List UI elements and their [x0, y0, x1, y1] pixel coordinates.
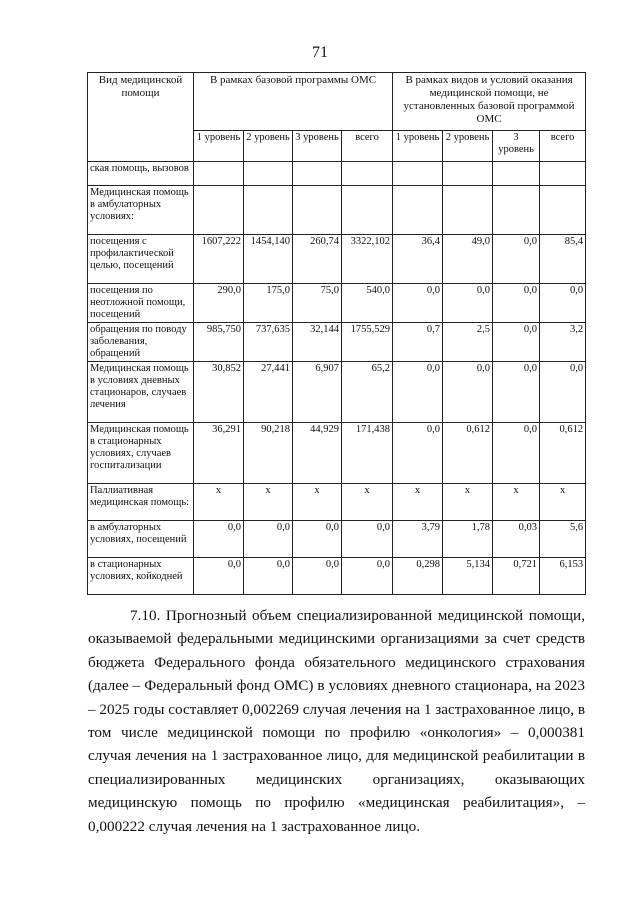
level-header: всего: [540, 131, 586, 162]
level-header: 1 уровень: [194, 131, 244, 162]
table-cell: [443, 162, 493, 186]
table-cell: 0,0: [293, 558, 342, 595]
table-cell: 540,0: [342, 284, 393, 323]
level-header: 3 уровень: [293, 131, 342, 162]
table-cell: 0,0: [342, 558, 393, 595]
table-cell: 2,5: [443, 323, 493, 362]
table-cell: 0,0: [493, 423, 540, 484]
table-cell: 0,298: [393, 558, 443, 595]
table-cell: 27,441: [244, 362, 293, 423]
table-cell: x: [493, 484, 540, 521]
table-row: [88, 162, 586, 186]
table-cell: x: [393, 484, 443, 521]
table-cell: 0,0: [493, 284, 540, 323]
table-cell: x: [244, 484, 293, 521]
table-cell: x: [540, 484, 586, 521]
table-cell: [293, 186, 342, 235]
table-cell: 290,0: [194, 284, 244, 323]
row-label: обращения по поводу заболевания, обращений: [88, 323, 194, 362]
table-cell: 260,74: [293, 235, 342, 284]
row-label: посещения с профилактической целью, посещений: [88, 235, 194, 284]
table-cell: 1,78: [443, 521, 493, 558]
table-cell: 0,0: [342, 521, 393, 558]
table-cell: [393, 186, 443, 235]
body-paragraph: 7.10. Прогнозный объем специализированной медицинской помощи, оказываемой федеральными медицинскими организациями за счет средств бюджета Федерального фонда обязательного медицинского страхования (далее – Федеральный фонд ОМС) в условиях дневного стационара, на 2023 – 2025 годы составляет 0,002269 случая лечения на 1 застрахованное лицо, в том числе медицинской помощи по профилю «онкология» – 0,000381 случая лечения на 1 застрахованное лицо, для медицинской реабилитации в специализированных медицинских организациях, оказывающих медицинскую помощь по профилю «медицинская реабилитация», – 0,000222 случая лечения на 1 застрахованное лицо.: [88, 607, 585, 835]
row-label: Медицинская помощь в амбулаторных условиях:: [88, 186, 194, 235]
table-cell: 3,79: [393, 521, 443, 558]
table-cell: 0,0: [493, 235, 540, 284]
table-cell: 0,612: [540, 423, 586, 484]
table-cell: 85,4: [540, 235, 586, 284]
table-cell: 1607,222: [194, 235, 244, 284]
level-header: всего: [342, 131, 393, 162]
table-cell: 0,0: [443, 362, 493, 423]
table-cell: [443, 186, 493, 235]
table-cell: 32,144: [293, 323, 342, 362]
page-number: 71: [312, 44, 328, 61]
level-header: 1 уровень: [393, 131, 443, 162]
table-cell: 0,0: [540, 362, 586, 423]
table-cell: [493, 162, 540, 186]
table-cell: 0,0: [493, 323, 540, 362]
table-cell: 0,0: [493, 362, 540, 423]
table-cell: [244, 186, 293, 235]
table-cell: 30,852: [194, 362, 244, 423]
extra-program-header: В рамках видов и условий оказания медицинской помощи, не установленных базовой программой ОМС: [393, 73, 586, 131]
table-cell: 0,0: [244, 521, 293, 558]
row-label: Медицинская помощь в условиях дневных стационаров, случаев лечения: [88, 362, 194, 423]
table-cell: 0,612: [443, 423, 493, 484]
table-cell: [194, 186, 244, 235]
table-row: [88, 484, 586, 521]
table-cell: 0,7: [393, 323, 443, 362]
table-cell: [540, 162, 586, 186]
table-row: [88, 186, 586, 235]
table-cell: 171,438: [342, 423, 393, 484]
table-cell: 5,134: [443, 558, 493, 595]
table-cell: [293, 162, 342, 186]
table-cell: 0,0: [393, 362, 443, 423]
table-cell: [540, 186, 586, 235]
table-cell: 0,0: [393, 423, 443, 484]
table-cell: 985,750: [194, 323, 244, 362]
table-row: [88, 558, 586, 595]
table-cell: x: [293, 484, 342, 521]
table-cell: 36,4: [393, 235, 443, 284]
table-cell: 6,153: [540, 558, 586, 595]
table-row: [88, 235, 586, 284]
table-cell: x: [194, 484, 244, 521]
table-cell: 3322,102: [342, 235, 393, 284]
table-cell: 0,721: [493, 558, 540, 595]
care-type-header: Вид медицинской помощи: [88, 73, 194, 162]
level-header: 2 уровень: [244, 131, 293, 162]
table-cell: 1755,529: [342, 323, 393, 362]
row-label: ская помощь, вызовов: [88, 162, 194, 186]
table-cell: 36,291: [194, 423, 244, 484]
table-cell: 49,0: [443, 235, 493, 284]
table-cell: 0,0: [194, 521, 244, 558]
table-cell: [493, 186, 540, 235]
basic-program-header: В рамках базовой программы ОМС: [194, 73, 393, 131]
table-cell: 90,218: [244, 423, 293, 484]
row-label: Медицинская помощь в стационарных условиях, случаев госпитализации: [88, 423, 194, 484]
row-label: посещения по неотложной помощи, посещений: [88, 284, 194, 323]
row-label: в стационарных условиях, койкодней: [88, 558, 194, 595]
table-row: [88, 323, 586, 362]
table-row: [88, 521, 586, 558]
table-cell: x: [342, 484, 393, 521]
table-row: [88, 362, 586, 423]
table-cell: 3,2: [540, 323, 586, 362]
medical-care-volume-table: [87, 72, 586, 595]
table-cell: 75,0: [293, 284, 342, 323]
table-cell: 1454,140: [244, 235, 293, 284]
table-cell: [342, 186, 393, 235]
table-cell: [194, 162, 244, 186]
table-cell: 0,0: [393, 284, 443, 323]
table-cell: 5,6: [540, 521, 586, 558]
table-cell: [244, 162, 293, 186]
table-row: [88, 423, 586, 484]
level-header: 2 уровень: [443, 131, 493, 162]
table-cell: 0,0: [194, 558, 244, 595]
table-cell: [342, 162, 393, 186]
table-cell: 0,03: [493, 521, 540, 558]
row-label: в амбулаторных условиях, посещений: [88, 521, 194, 558]
table-cell: 0,0: [540, 284, 586, 323]
table-row: [88, 284, 586, 323]
table-cell: 0,0: [293, 521, 342, 558]
table-cell: 175,0: [244, 284, 293, 323]
table-cell: 0,0: [244, 558, 293, 595]
table-cell: 6,907: [293, 362, 342, 423]
table-cell: 0,0: [443, 284, 493, 323]
table-cell: 65,2: [342, 362, 393, 423]
level-header: 3 уровень: [493, 131, 540, 162]
table-cell: 737,635: [244, 323, 293, 362]
row-label: Паллиативная медицинская помощь:: [88, 484, 194, 521]
table-cell: x: [443, 484, 493, 521]
table-cell: [393, 162, 443, 186]
table-cell: 44,929: [293, 423, 342, 484]
